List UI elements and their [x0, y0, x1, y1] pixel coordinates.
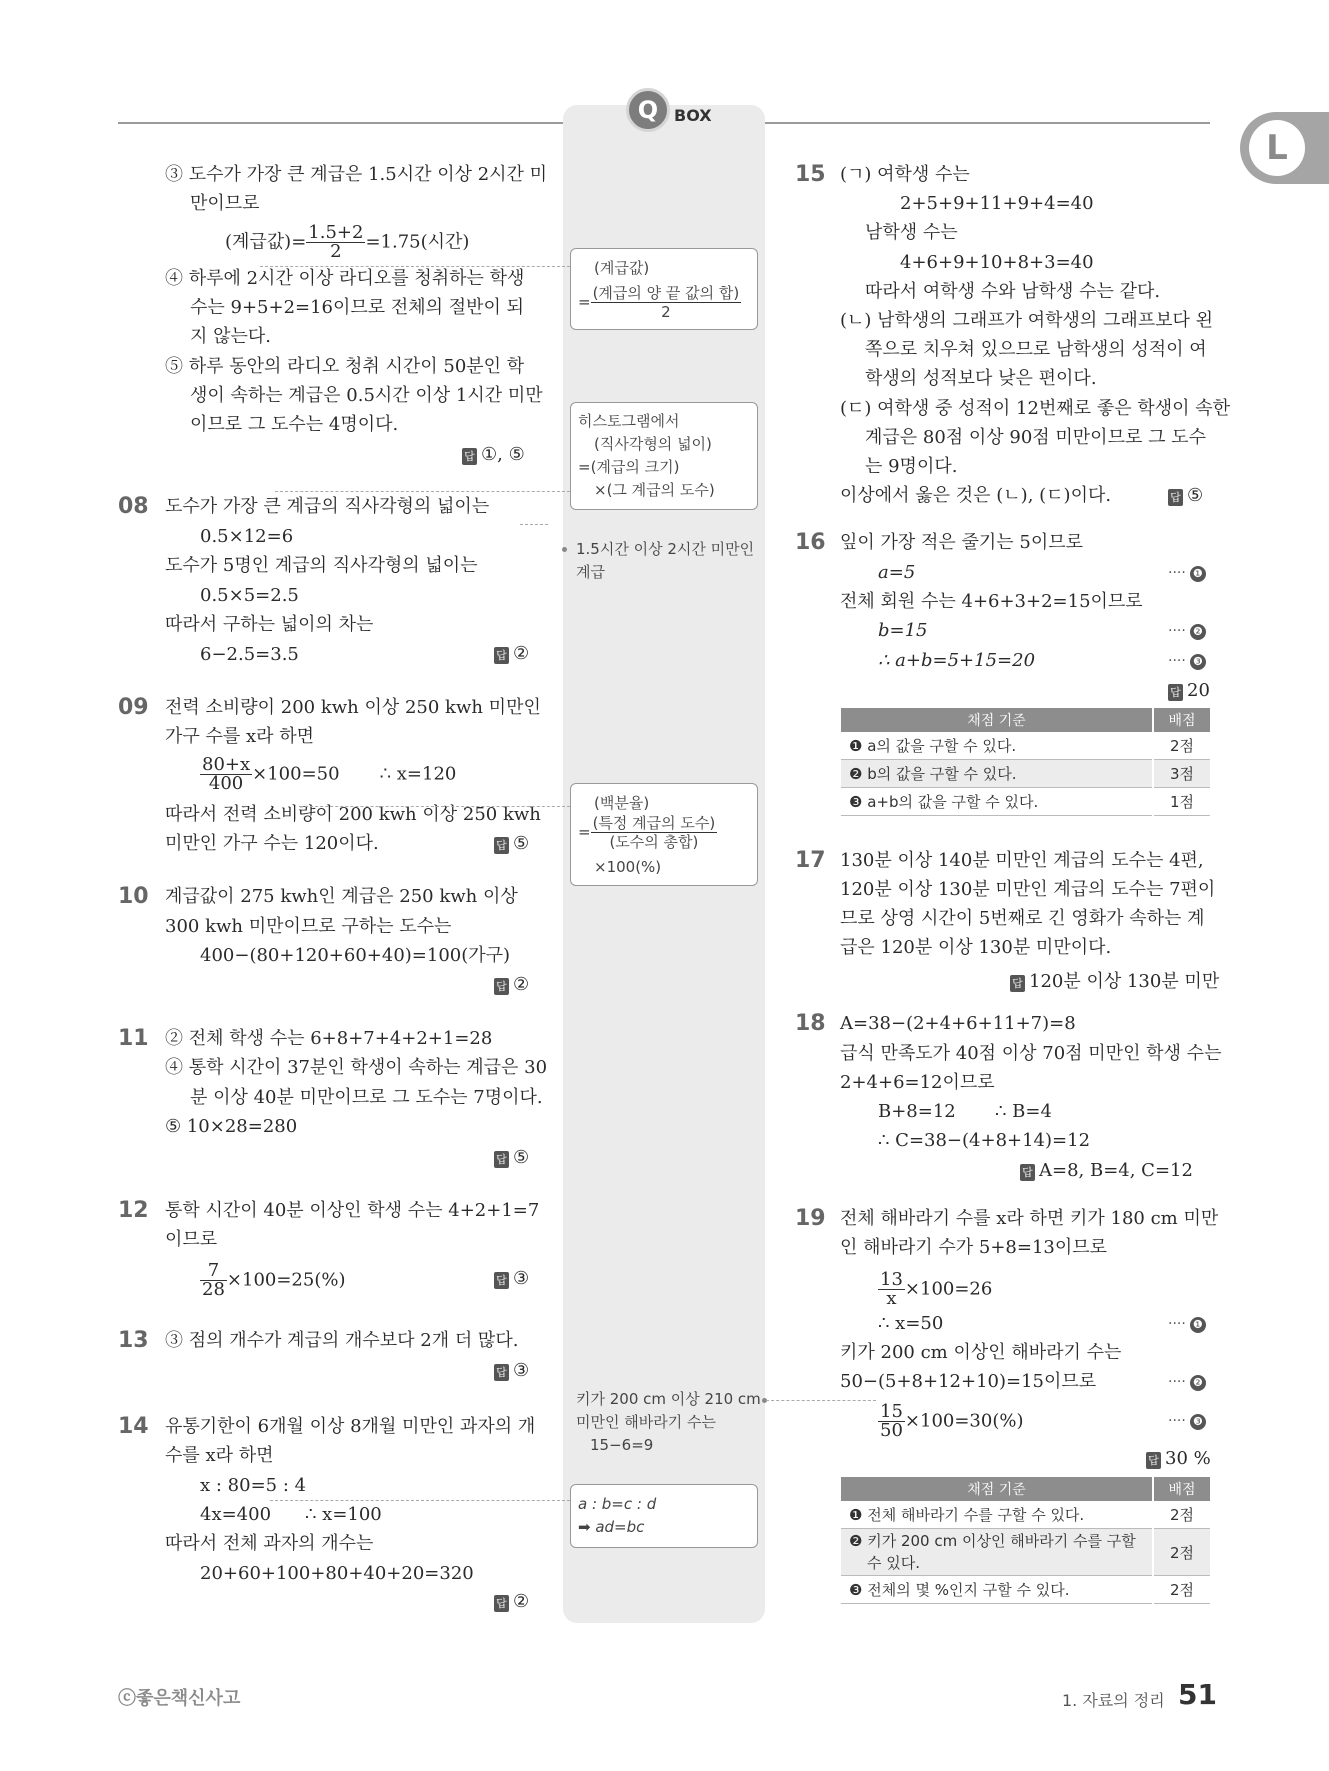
note-eq: = [578, 823, 591, 841]
text-line: 전체 회원 수는 4+6+3+2=15이므로 [840, 591, 1143, 612]
note-eq: = [578, 293, 591, 311]
answer [1020, 1160, 1193, 1181]
text-line: (ㄷ) 여학생 중 성적이 12번째로 좋은 학생이 속한 [840, 398, 1230, 419]
table-cell: ❷ b의 값을 구할 수 있다. [841, 760, 1153, 788]
connector-line [520, 524, 548, 525]
answer [494, 1591, 529, 1612]
answer [494, 974, 529, 995]
answer-icon: 답 [1020, 1164, 1035, 1181]
text-line: 20+60+100+80+40+20=320 [200, 1563, 474, 1584]
text-line: 6−2.5=3.5 [200, 644, 299, 665]
answer-icon: 답 [494, 1272, 509, 1289]
step-dots: ···· [1168, 1374, 1186, 1390]
text-line: 유통기한이 6개월 이상 8개월 미만인 과자의 개 [165, 1416, 536, 1437]
formula [878, 1271, 992, 1308]
note-text: (계급값) [594, 259, 650, 277]
text-line: 분 이상 40분 미만이므로 그 도수는 7명이다. [190, 1087, 543, 1108]
scoring-table [841, 1477, 1210, 1604]
table-cell: 1점 [1153, 788, 1210, 816]
formula-part: ×100=25(%) [226, 1269, 346, 1291]
answer [462, 444, 525, 465]
text-line: 가구 수를 x라 하면 [165, 726, 315, 747]
answer-icon: 답 [494, 647, 509, 664]
numerator: 80+x [202, 754, 251, 775]
table-cell: ❶ 전체 해바라기 수를 구할 수 있다. [841, 1501, 1153, 1529]
text-line: ④ 하루에 2시간 이상 라디오를 청취하는 학생 [165, 268, 525, 289]
step-marker [1168, 623, 1206, 640]
answer [494, 1268, 529, 1289]
step-marker [1168, 1413, 1206, 1430]
numerator: 13 [880, 1269, 903, 1290]
text-line: 계급은 80점 이상 90점 미만이므로 그 도수 [865, 427, 1206, 448]
answer-icon: 답 [1168, 684, 1183, 701]
text-line: a=5 [878, 562, 916, 583]
note-text: ×100(%) [594, 858, 662, 876]
text-line: ∴ B=4 [995, 1101, 1052, 1122]
step-dots: ···· [1168, 565, 1186, 581]
formula [878, 1403, 1023, 1440]
text-line: 통학 시간이 40분 이상인 학생 수는 4+2+1=7 [165, 1200, 540, 1221]
note-text: 미만인 해바라기 수는 [576, 1413, 716, 1431]
table-cell: 3점 [1153, 760, 1210, 788]
text-line: 따라서 구하는 넓이의 차는 [165, 614, 374, 635]
text-line: 쪽으로 치우쳐 있으므로 남학생의 성적이 여 [865, 339, 1207, 360]
table-cell: ❸ a+b의 값을 구할 수 있다. [841, 788, 1153, 816]
answer [494, 1360, 529, 1381]
numerator: 1.5+2 [308, 222, 364, 243]
page-number: 51 [1178, 1678, 1217, 1711]
note-text: ×(그 계급의 도수) [594, 481, 715, 499]
answer-icon: 답 [1146, 1452, 1161, 1469]
text-line: 계급값이 275 kwh인 계급은 250 kwh 이상 [165, 886, 518, 907]
step-number: ❷ [1190, 624, 1206, 640]
answer-value: ② [513, 643, 530, 664]
text-line: 0.5×5=2.5 [200, 585, 299, 606]
chapter-tab-letter: L [1249, 120, 1305, 176]
denominator: 2 [661, 303, 671, 321]
answer-icon: 답 [494, 978, 509, 995]
problem-number: 08 [118, 494, 149, 519]
text-line: ③ 점의 개수가 계급의 개수보다 2개 더 많다. [165, 1330, 519, 1351]
text-line: 전력 소비량이 200 kwh 이상 250 kwh 미만인 [165, 697, 541, 718]
text-line: 0.5×12=6 [200, 526, 294, 547]
step-dots: ···· [1168, 1316, 1186, 1332]
text-line: 학생의 성적보다 낮은 편이다. [865, 368, 1097, 389]
text-line: 따라서 여학생 수와 남학생 수는 같다. [865, 281, 1161, 302]
numerator: 15 [880, 1401, 903, 1422]
table-cell: ❶ a의 값을 구할 수 있다. [841, 732, 1153, 760]
table-cell [841, 1529, 1153, 1576]
denominator: 400 [208, 773, 244, 794]
formula-part: ∴ x=120 [379, 763, 457, 785]
numerator: (계급의 양 끝 값의 합) [592, 284, 740, 302]
note-text: 15−6=9 [590, 1436, 654, 1454]
step-number: ❸ [1190, 654, 1206, 670]
publisher-logo: ⓒ좋은책신사고 [118, 1688, 241, 1709]
note-text: 키가 200 cm 이상 210 cm [576, 1390, 761, 1408]
text-line: 만이므로 [190, 193, 260, 214]
text-line: 남학생 수는 [865, 222, 958, 243]
answer [1168, 485, 1203, 506]
text-line: 잎이 가장 적은 줄기는 5이므로 [840, 532, 1083, 553]
note-text: 히스토그램에서 [578, 412, 680, 430]
formula-part: ×100=50 [252, 763, 340, 785]
answer-value: A=8, B=4, C=12 [1039, 1160, 1193, 1181]
connector-line [260, 266, 570, 267]
step-marker [1168, 1374, 1206, 1391]
text-line: 급식 만족도가 40점 이상 70점 미만인 학생 수는 [840, 1043, 1222, 1064]
table-cell: ❸ 전체의 몇 %인지 구할 수 있다. [841, 1576, 1153, 1604]
table-cell-line: ❷ 키가 200 cm 이상인 해바라기 수를 구할 [849, 1532, 1136, 1550]
answer-value: ② [513, 974, 530, 995]
table-cell: 2점 [1153, 732, 1210, 760]
text-line: ⑤ 하루 동안의 라디오 청취 시간이 50분인 학 [165, 356, 525, 377]
problem-number: 13 [118, 1328, 149, 1353]
problem-number: 10 [118, 884, 149, 909]
table-cell: 2점 [1153, 1576, 1210, 1604]
step-number: ❶ [1190, 566, 1206, 582]
text-line: ⑤ 10×28=280 [165, 1116, 298, 1137]
table-header: 배점 [1153, 708, 1210, 732]
table-cell-line: 수 있다. [867, 1554, 921, 1572]
answer [1010, 967, 1219, 993]
answer-icon: 답 [494, 1151, 509, 1168]
problem-number: 16 [795, 530, 826, 555]
numerator: 7 [200, 1262, 227, 1281]
note-text: 1.5시간 이상 2시간 미만인 [576, 540, 755, 558]
formula [225, 224, 469, 261]
text-line: 도수가 가장 큰 계급의 직사각형의 넓이는 [165, 496, 490, 517]
formula-part: =1.75(시간) [365, 231, 470, 253]
note-dot [562, 547, 567, 552]
text-line: ② 전체 학생 수는 6+8+7+4+2+1=28 [165, 1028, 493, 1049]
problem-number: 15 [795, 162, 826, 187]
note-formula [578, 814, 717, 851]
text-line: 인 해바라기 수가 5+8=13이므로 [840, 1237, 1108, 1258]
text-line: (ㄴ) 남학생의 그래프가 여학생의 그래프보다 왼 [840, 310, 1214, 331]
denominator: x [886, 1288, 897, 1309]
step-number: ❶ [1190, 1317, 1206, 1333]
fraction [200, 756, 252, 793]
problem-number: 19 [795, 1206, 826, 1231]
text-line: 전체 해바라기 수를 x라 하면 키가 180 cm 미만 [840, 1208, 1219, 1229]
text-line: 따라서 전력 소비량이 200 kwh 이상 250 kwh [165, 804, 541, 825]
problem-number: 18 [795, 1011, 826, 1036]
formula-part: (계급값)= [225, 231, 307, 253]
answer-value: ② [513, 1591, 530, 1612]
step-number: ❷ [1190, 1375, 1206, 1391]
text-line: 400−(80+120+60+40)=100(가구) [200, 945, 511, 966]
text-line: 이므로 [165, 1229, 218, 1250]
text-line: 130분 이상 140분 미만인 계급의 도수는 4편, [840, 850, 1204, 871]
problem-number: 14 [118, 1414, 149, 1439]
answer-value: 120분 이상 130분 미만 [1029, 971, 1220, 992]
answer [1146, 1448, 1211, 1469]
fraction [878, 1403, 905, 1440]
text-line: 4+6+9+10+8+3=40 [900, 252, 1094, 273]
text-line: 이므로 그 도수는 4명이다. [190, 414, 399, 435]
text-line: ∴ x=100 [305, 1504, 382, 1525]
connector-line [270, 1500, 570, 1501]
numerator: (특정 계급의 도수) [592, 814, 716, 832]
answer-value: ⑤ [513, 833, 530, 854]
denominator: 50 [880, 1420, 903, 1441]
text-line: 2+4+6=12이므로 [840, 1072, 995, 1093]
note-text: a : b=c : d [578, 1495, 657, 1513]
answer-value: ⑤ [513, 1147, 530, 1168]
text-line: 이상에서 옳은 것은 (ㄴ), (ㄷ)이다. [840, 485, 1112, 506]
table-header: 배점 [1153, 1477, 1210, 1501]
text-line: 도수가 5명인 계급의 직사각형의 넓이는 [165, 555, 478, 576]
qbox-logo: Q [626, 88, 670, 132]
text-line: b=15 [878, 620, 928, 641]
answer [494, 643, 529, 664]
fraction [878, 1271, 905, 1308]
step-dots: ···· [1168, 623, 1186, 639]
note-text: (백분율) [594, 794, 650, 812]
text-line: 따라서 전체 과자의 개수는 [165, 1533, 374, 1554]
answer-value: 30 % [1165, 1448, 1211, 1469]
text-line: x : 80=5 : 4 [200, 1475, 307, 1496]
connector-line [766, 1400, 876, 1401]
text-line: 120분 이상 130분 미만인 계급의 도수는 7편이 [840, 879, 1216, 900]
formula-part: ×100=26 [904, 1278, 993, 1300]
step-dots: ···· [1168, 1413, 1186, 1429]
text-line: ④ 통학 시간이 37분인 학생이 속하는 계급은 30 [165, 1057, 548, 1078]
answer [494, 833, 529, 854]
step-dots: ···· [1168, 653, 1186, 669]
formula [200, 1262, 345, 1299]
connector-line [300, 806, 570, 807]
text-line: 므로 상영 시간이 5번째로 긴 영화가 속하는 계 [840, 908, 1205, 929]
connector-line [275, 491, 570, 492]
section-title: 1. 자료의 정리 [1062, 1691, 1165, 1710]
note-text: =(계급의 크기) [578, 458, 680, 476]
fraction [591, 284, 742, 321]
text-line: 는 9명이다. [865, 456, 958, 477]
text-line: ∴ x=50 [878, 1313, 944, 1334]
answer-icon: 답 [494, 1595, 509, 1612]
answer [494, 1147, 529, 1168]
table-header: 채점 기준 [841, 708, 1153, 732]
answer-icon: 답 [462, 448, 477, 465]
scoring-table [841, 708, 1210, 816]
text-line: 급은 120분 이상 130분 미만이다. [840, 937, 1112, 958]
table-header: 채점 기준 [841, 1477, 1153, 1501]
note-text: 계급 [576, 563, 605, 581]
fraction [591, 814, 718, 851]
table-cell: 2점 [1153, 1501, 1210, 1529]
step-marker [1168, 1316, 1206, 1333]
note-formula [578, 284, 741, 321]
text-line: 키가 200 cm 이상인 해바라기 수는 [840, 1342, 1122, 1363]
step-marker [1168, 653, 1206, 670]
answer-icon: 답 [1010, 975, 1025, 992]
answer-value: 20 [1187, 680, 1210, 701]
text-line: B+8=12 [878, 1101, 956, 1122]
formula-part: ×100=30(%) [904, 1410, 1024, 1432]
step-marker [1168, 565, 1206, 582]
text-line: 수를 x라 하면 [165, 1445, 274, 1466]
text-line: ③ 도수가 가장 큰 계급은 1.5시간 이상 2시간 미 [165, 164, 548, 185]
answer-icon: 답 [494, 837, 509, 854]
text-line: ∴ a+b=5+15=20 [878, 650, 1036, 671]
denominator: (도수의 총합) [609, 833, 699, 851]
text-line: 수는 9+5+2=16이므로 전체의 절반이 되 [190, 297, 525, 318]
problem-number: 17 [795, 848, 826, 873]
denominator: 28 [202, 1279, 225, 1300]
problem-number: 11 [118, 1026, 149, 1051]
problem-number: 12 [118, 1198, 149, 1223]
text-line: ∴ C=38−(4+8+14)=12 [878, 1130, 1091, 1151]
qbox-label: BOX [674, 106, 712, 125]
text-line: (ㄱ) 여학생 수는 [840, 164, 970, 185]
answer-value: ③ [513, 1268, 530, 1289]
answer-icon: 답 [1168, 489, 1183, 506]
text-line: 300 kwh 미만이므로 구하는 도수는 [165, 916, 452, 937]
text-line: 4x=400 [200, 1504, 272, 1525]
table-cell: 2점 [1153, 1529, 1210, 1576]
step-number: ❸ [1190, 1414, 1206, 1430]
fraction [200, 1262, 227, 1299]
denominator: 2 [330, 241, 342, 262]
text-line: 생이 속하는 계급은 0.5시간 이상 1시간 미만 [190, 385, 543, 406]
formula [200, 756, 456, 793]
answer-value: ③ [513, 1360, 530, 1381]
text-line: 미만인 가구 수는 120이다. [165, 833, 379, 854]
fraction [306, 224, 365, 261]
problem-number: 09 [118, 695, 149, 720]
answer-value: ⑤ [1187, 485, 1204, 506]
note-text: (직사각형의 넓이) [594, 435, 712, 453]
answer [1168, 680, 1210, 701]
text-line: 지 않는다. [190, 326, 271, 347]
note-text: ➡ ad=bc [578, 1518, 645, 1536]
text-line: 50−(5+8+12+10)=15이므로 [840, 1371, 1097, 1392]
answer-value: ①, ⑤ [481, 444, 525, 465]
text-line: A=38−(2+4+6+11+7)=8 [840, 1013, 1076, 1034]
answer-icon: 답 [494, 1364, 509, 1381]
text-line: 2+5+9+11+9+4=40 [900, 193, 1094, 214]
